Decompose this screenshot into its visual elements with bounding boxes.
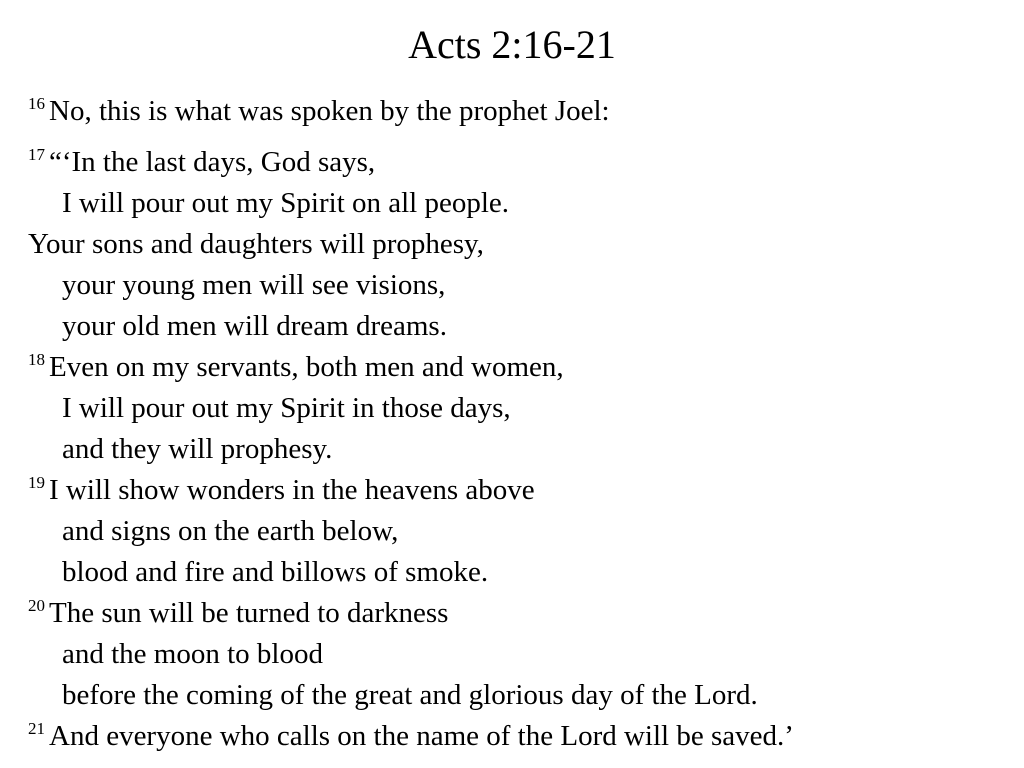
verse-line: Your sons and daughters will prophesy,	[28, 228, 484, 260]
verse-text: “‘In the last days, God says,	[49, 146, 376, 178]
verse-number: 18	[28, 350, 45, 369]
verse-line: I will pour out my Spirit in those days,	[62, 392, 511, 424]
verse-line: before the coming of the great and glorious day of the Lord.	[62, 679, 758, 711]
verse-text: No, this is what was spoken by the prophet Joel:	[49, 95, 610, 127]
verse-line: your young men will see visions,	[62, 269, 446, 301]
verse-number: 16	[28, 94, 45, 113]
slide-title: Acts 2:16-21	[408, 22, 616, 67]
verse-number: 20	[28, 596, 45, 615]
verse-16-line	[28, 94, 610, 132]
verse-20-line	[28, 596, 448, 634]
verse-line: and signs on the earth below,	[62, 515, 399, 547]
verse-text: And everyone who calls on the name of the Lord will be saved.’	[49, 720, 794, 752]
verse-text: I will show wonders in the heavens above	[49, 474, 535, 506]
verse-17-line	[28, 145, 375, 183]
verse-line: I will pour out my Spirit on all people.	[62, 187, 510, 219]
verse-line: and the moon to blood	[62, 638, 323, 670]
verse-line: blood and fire and billows of smoke.	[62, 556, 489, 588]
verse-text: The sun will be turned to darkness	[49, 597, 449, 629]
verse-21-line	[28, 719, 794, 757]
verse-number: 19	[28, 473, 45, 492]
verse-line: your old men will dream dreams.	[62, 310, 447, 342]
verse-number: 17	[28, 145, 45, 164]
verse-18-line	[28, 350, 564, 388]
verse-line: and they will prophesy.	[62, 433, 333, 465]
verse-text: Even on my servants, both men and women,	[49, 351, 564, 383]
verse-19-line	[28, 473, 535, 511]
verse-number: 21	[28, 719, 45, 738]
